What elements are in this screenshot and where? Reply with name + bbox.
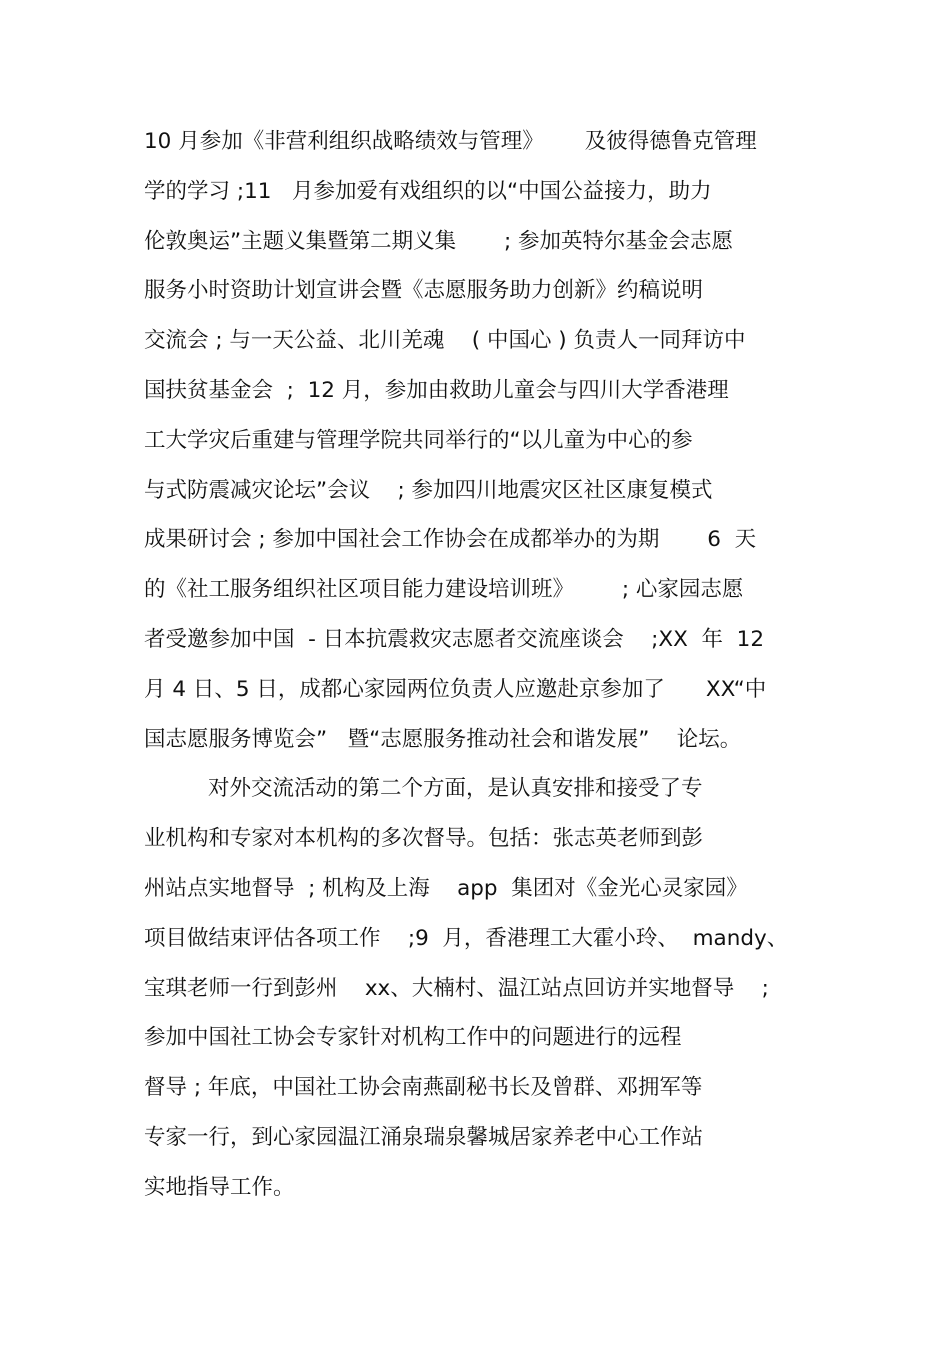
text-line: 专家一行，到心家园温江涌泉瑞泉馨城居家养老中心工作站 (144, 1124, 704, 1150)
text-line: 宝琪老师一行到彭州 xx、大楠村、温江站点回访并实地督导 ; (144, 975, 769, 1001)
text-line: 项目做结束评估各项工作 ;9 月，香港理工大霍小玲、 mandy、 (144, 925, 789, 951)
text-line: 的《社工服务组织社区项目能力建设培训班》 ; 心家园志愿 (144, 577, 744, 603)
text-line: 交流会 ; 与一天公益、北川羌魂 ( 中国心 ) 负责人一同拜访中 (144, 328, 746, 354)
body-text (144, 124, 824, 1220)
text-line: 与式防震减灾论坛”会议 ; 参加四川地震灾区社区康复模式 (144, 477, 713, 503)
text-line: 业机构和专家对本机构的多次督导。包括：张志英老师到彭 (144, 826, 704, 852)
text-line: 月 4 日、5 日，成都心家园两位负责人应邀赴京参加了 XX“中 (144, 676, 767, 702)
text-line: 学的学习 ;11 月参加爱有戏组织的以“中国公益接力，助力 (144, 178, 712, 204)
text-line: 10 月参加《非营利组织战略绩效与管理》 及彼得德鲁克管理 (144, 129, 757, 154)
text-line: 工大学灾后重建与管理学院共同举行的“以儿童为中心的参 (144, 427, 693, 453)
text-line: 国扶贫基金会 ; 12 月，参加由救助儿童会与四川大学香港理 (144, 377, 729, 403)
text-line: 督导 ; 年底，中国社工协会南燕副秘书长及曾群、邓拥军等 (144, 1075, 703, 1101)
text-line: 者受邀参加中国 - 日本抗震救灾志愿者交流座谈会 ;XX 年 12 (144, 626, 764, 652)
text-line: 服务小时资助计划宣讲会暨《志愿服务助力创新》约稿说明 (144, 278, 704, 304)
text-line: 成果研讨会 ; 参加中国社会工作协会在成都举办的为期 6 天 (144, 527, 757, 553)
paragraph-start-line: 对外交流活动的第二个方面，是认真安排和接受了专 (208, 776, 703, 802)
text-line: 国志愿服务博览会” 暨“志愿服务推动社会和谐发展” 论坛。 (144, 726, 742, 752)
text-line: 州站点实地督导 ; 机构及上海 app 集团对《金光心灵家园》 (144, 875, 748, 901)
text-line: 实地指导工作。 (144, 1174, 295, 1200)
text-line: 参加中国社工协会专家针对机构工作中的问题进行的远程 (144, 1025, 682, 1051)
text-line: 伦敦奥运”主题义集暨第二期义集 ; 参加英特尔基金会志愿 (144, 228, 734, 254)
